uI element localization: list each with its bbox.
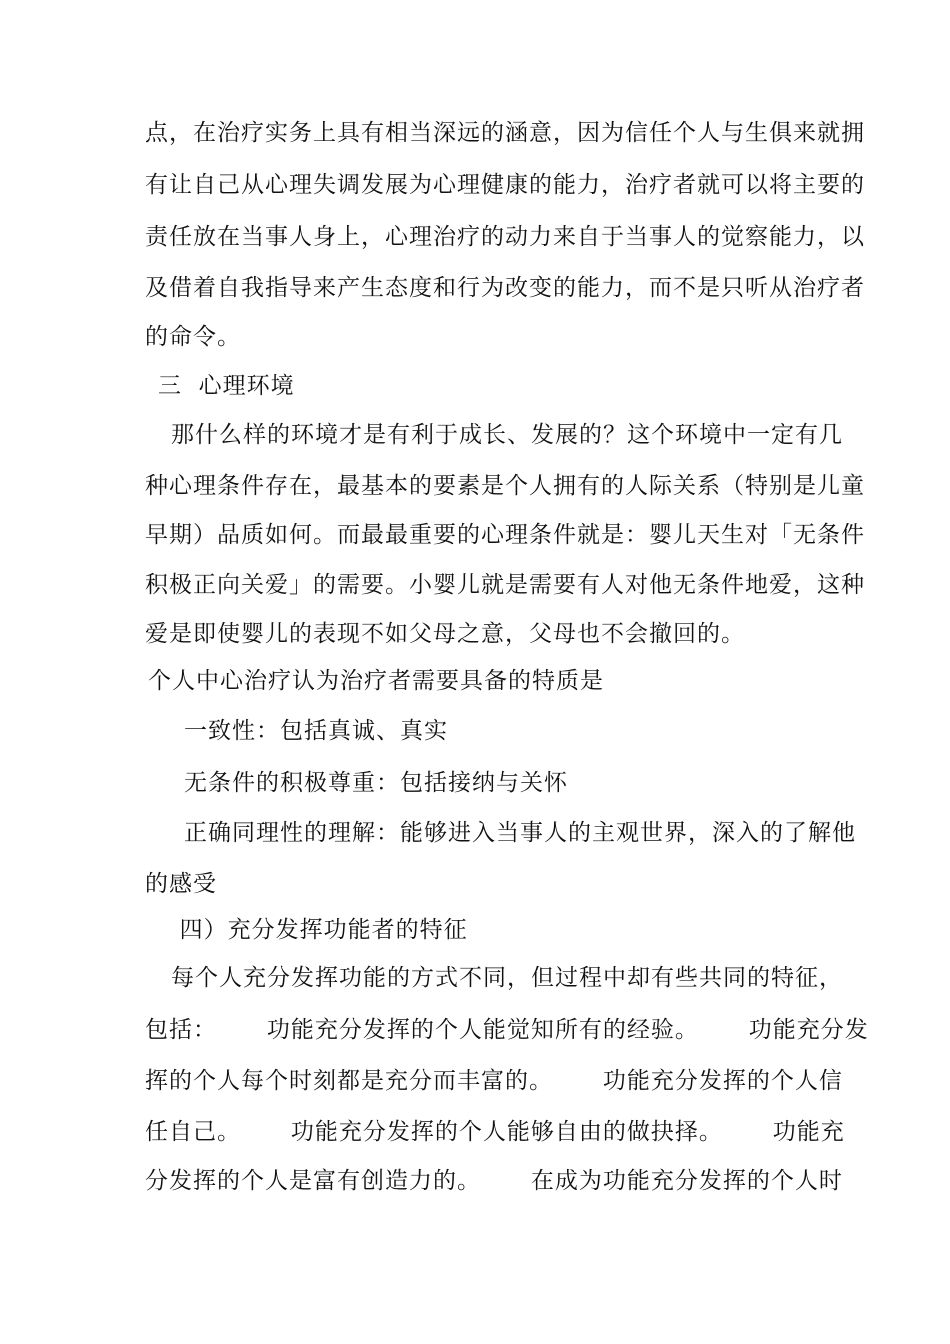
para1-line-5: 的命令。 <box>145 324 241 350</box>
trait-unconditional-regard: 无条件的积极尊重：包括接纳与关怀 <box>184 770 568 796</box>
para3-line-4: 任自己。 功能充分发挥的个人能够自由的做抉择。 功能充 <box>145 1119 845 1145</box>
section-heading-4: 四）充分发挥功能者的特征 <box>163 917 468 943</box>
para3-line-3: 挥的个人每个时刻都是充分而丰富的。 功能充分发挥的个人信 <box>145 1068 843 1094</box>
para3-line-5: 分发挥的个人是富有创造力的。 在成为功能充分发挥的个人时 <box>145 1168 843 1194</box>
section-heading-3: 三 心理环境 <box>158 373 295 399</box>
para1-line-1: 点，在治疗实务上具有相当深远的涵意，因为信任个人与生俱来就拥 <box>145 120 865 146</box>
para1-line-3: 责任放在当事人身上，心理治疗的动力来自于当事人的觉察能力，以 <box>145 224 865 250</box>
trait-empathy-line-1: 正确同理性的理解：能够进入当事人的主观世界，深入的了解他 <box>184 820 856 846</box>
para1-line-2: 有让自己从心理失调发展为心理健康的能力，治疗者就可以将主要的 <box>145 172 865 198</box>
para2-line-1: 那什么样的环境才是有利于成长、发展的？这个环境中一定有几 <box>171 422 843 448</box>
para2-line-2: 种心理条件存在，最基本的要素是个人拥有的人际关系（特别是儿童 <box>145 473 865 499</box>
trait-congruence: 一致性：包括真诚、真实 <box>184 718 448 744</box>
traits-intro: 个人中心治疗认为治疗者需要具备的特质是 <box>148 668 604 694</box>
para3-line-1: 每个人充分发挥功能的方式不同，但过程中却有些共同的特征， <box>171 965 843 991</box>
para2-line-5: 爱是即使婴儿的表现不如父母之意，父母也不会撤回的。 <box>145 621 745 647</box>
para2-line-4: 积极正向关爱」的需要。小婴儿就是需要有人对他无条件地爱，这种 <box>145 572 865 598</box>
para3-line-2: 包括： 功能充分发挥的个人能觉知所有的经验。 功能充分发 <box>145 1017 869 1043</box>
para2-line-3: 早期）品质如何。而最最重要的心理条件就是：婴儿天生对「无条件 <box>145 522 865 548</box>
trait-empathy-line-2: 的感受 <box>145 871 217 897</box>
para1-line-4: 及借着自我指导来产生态度和行为改变的能力，而不是只听从治疗者 <box>145 275 865 301</box>
